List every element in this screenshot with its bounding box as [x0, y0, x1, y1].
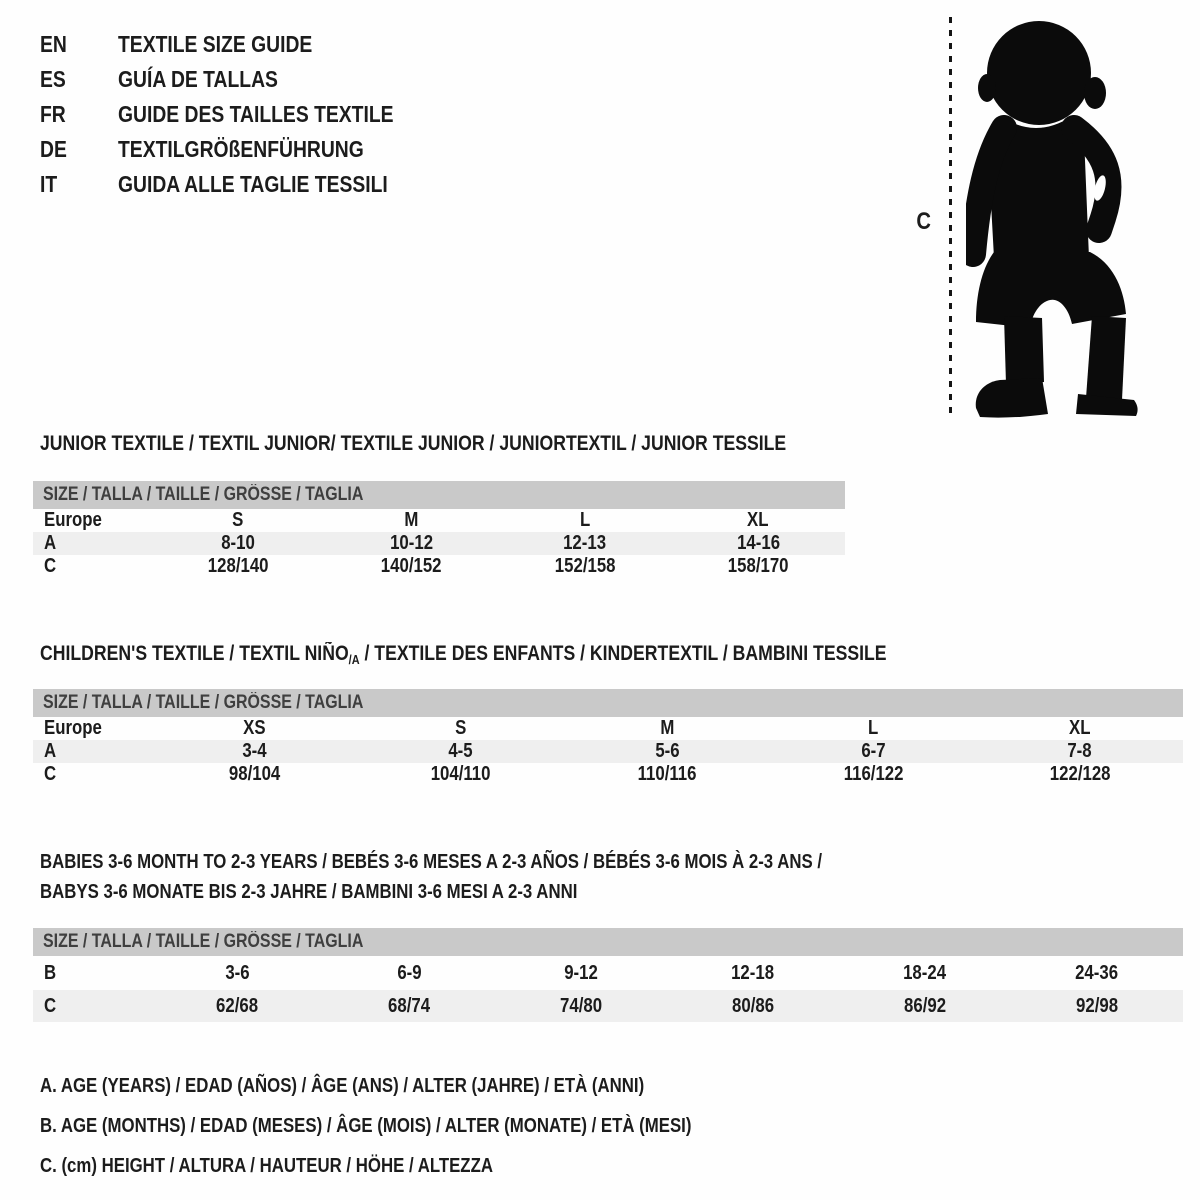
row-label: C: [44, 555, 57, 577]
babies-section-title-line2: BABYS 3-6 MONATE BIS 2-3 JAHRE / BAMBINI 3-6 MESI A 2-3 ANNI: [40, 881, 578, 903]
table-cell: 128/140: [207, 555, 269, 577]
language-row-de: [40, 132, 446, 167]
table-header-size: L: [579, 509, 590, 531]
table-cell: 9-12: [564, 961, 598, 984]
table-cell: 62/68: [151, 990, 323, 1022]
table-cell: 140/152: [380, 555, 442, 577]
language-row-en: [40, 27, 446, 62]
babies-section-title-line1: BABIES 3-6 MONTH TO 2-3 YEARS / BEBÉS 3-6 MESES A 2-3 AÑOS / BÉBÉS 3-6 MOIS À 2-3 ANS /: [40, 851, 823, 873]
row-label: C: [44, 763, 57, 785]
table-cell: 24-36: [1075, 961, 1119, 984]
language-code: FR: [40, 101, 66, 127]
language-row-it: [40, 167, 446, 202]
language-code: IT: [40, 171, 58, 197]
table-cell: 5-6: [564, 740, 770, 763]
language-label: TEXTILE SIZE GUIDE: [118, 31, 313, 57]
table-header-size: XL: [1069, 717, 1091, 739]
table-header-size: S: [454, 717, 467, 739]
table-header-region: Europe: [44, 509, 102, 531]
size-header-bar: SIZE / TALLA / TAILLE / GRÖSSE / TAGLIA: [33, 928, 1183, 956]
table-header-size: M: [404, 509, 419, 531]
table-header-size: L: [868, 717, 879, 739]
table-cell: 98/104: [228, 763, 280, 785]
junior-size-table: [33, 481, 845, 578]
table-cell: 3-6: [224, 961, 250, 984]
children-size-table: [33, 689, 1183, 786]
size-header-bar: SIZE / TALLA / TAILLE / GRÖSSE / TAGLIA: [33, 689, 1183, 717]
legend-line-b: B. AGE (MONTHS) / EDAD (MESES) / ÂGE (MOIS) / ALTER (MONATE) / ETÀ (MESI): [40, 1114, 692, 1137]
table-header-size: S: [232, 509, 244, 531]
table-header-region: Europe: [44, 717, 102, 739]
language-label: GUIDA ALLE TAGLIE TESSILI: [118, 171, 388, 197]
measurement-legend: [40, 1066, 816, 1186]
size-header-bar: SIZE / TALLA / TAILLE / GRÖSSE / TAGLIA: [33, 481, 845, 509]
language-label: GUÍA DE TALLAS: [118, 66, 278, 92]
language-row-fr: [40, 97, 446, 132]
table-cell: 116/122: [843, 763, 904, 785]
children-section-title: CHILDREN'S TEXTILE / TEXTIL NIÑO/A / TEXTILE DES ENFANTS / KINDERTEXTIL / BAMBINI TESSILE: [40, 642, 887, 667]
table-cell: 7-8: [977, 740, 1183, 763]
table-cell: 80/86: [667, 990, 839, 1022]
legend-line-a: A. AGE (YEARS) / EDAD (AÑOS) / ÂGE (ANS) / ALTER (JAHRE) / ETÀ (ANNI): [40, 1074, 645, 1097]
table-cell: 18-24: [903, 961, 947, 984]
table-cell: 8-10: [151, 532, 325, 555]
table-cell: 74/80: [495, 990, 667, 1022]
language-code: ES: [40, 66, 66, 92]
table-cell: 12-18: [731, 961, 775, 984]
table-header-size: M: [659, 717, 674, 739]
table-cell: 4-5: [357, 740, 563, 763]
table-cell: 3-4: [151, 740, 357, 763]
row-label: C: [33, 990, 151, 1022]
table-header-size: XS: [242, 717, 266, 739]
table-cell: 110/116: [637, 763, 697, 785]
language-code: EN: [40, 31, 67, 57]
table-cell: 12-13: [498, 532, 672, 555]
babies-size-table: [33, 928, 1183, 1022]
table-cell: 14-16: [672, 532, 846, 555]
table-cell: 6-7: [770, 740, 976, 763]
height-dashed-line: [949, 17, 952, 416]
language-title-list: [40, 27, 446, 202]
table-header-size: XL: [747, 509, 769, 531]
table-cell: 104/110: [430, 763, 491, 785]
table-cell: 10-12: [325, 532, 499, 555]
height-measure-label: C: [916, 208, 932, 235]
language-row-es: [40, 62, 446, 97]
table-cell: 122/128: [1049, 763, 1111, 785]
language-label: GUIDE DES TAILLES TEXTILE: [118, 101, 394, 127]
row-label: A: [33, 740, 151, 763]
table-cell: 86/92: [839, 990, 1011, 1022]
row-label: A: [33, 532, 151, 555]
table-cell: 152/158: [554, 555, 616, 577]
table-cell: 92/98: [1011, 990, 1183, 1022]
language-code: DE: [40, 136, 67, 162]
baby-toddler-silhouette-icon: [966, 16, 1140, 420]
row-label: B: [44, 961, 57, 984]
legend-line-c: C. (cm) HEIGHT / ALTURA / HAUTEUR / HÖHE / ALTEZZA: [40, 1154, 493, 1177]
table-cell: 6-9: [396, 961, 422, 984]
language-label: TEXTILGRÖßENFÜHRUNG: [118, 136, 364, 162]
table-cell: 158/170: [727, 555, 789, 577]
table-cell: 68/74: [323, 990, 495, 1022]
junior-section-title: JUNIOR TEXTILE / TEXTIL JUNIOR/ TEXTILE JUNIOR / JUNIORTEXTIL / JUNIOR TESSILE: [40, 432, 787, 455]
